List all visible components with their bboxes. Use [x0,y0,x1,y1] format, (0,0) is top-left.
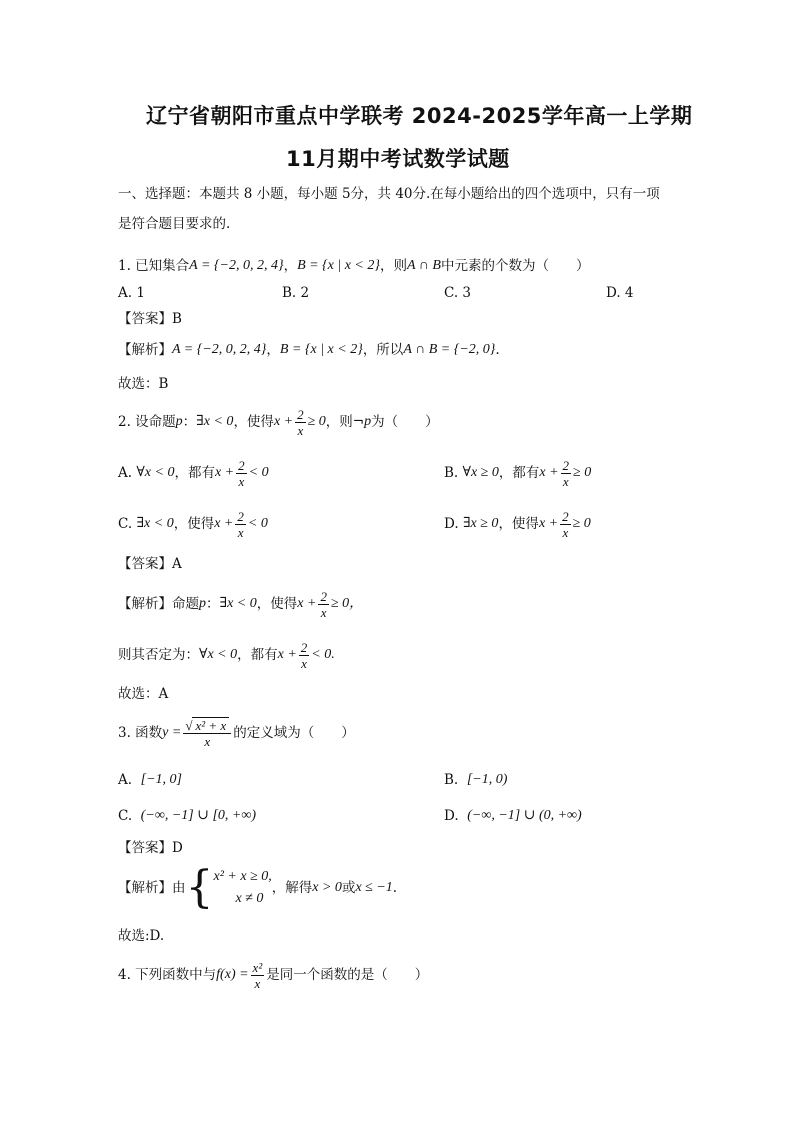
q2-neg-den: x [301,655,307,671]
q2-stem-a: 2. 设命题 [118,414,176,430]
q2-opt-b-pre: x + [539,465,559,480]
q2-conclusion: 故选：A [118,686,169,702]
q2-analysis-post: ≥ 0， [330,596,364,611]
q2-opt-c-den: x [237,524,244,540]
q1-stem-c: 中元素的个数为（ ） [440,258,590,274]
q2-opt-c-num: 2 [237,508,244,524]
q2-opt-a-post: < 0 [248,465,269,480]
q2-opt-d-pre: x + [538,516,559,531]
q3-opt-d-label: D. [444,808,459,824]
q3-opt-c-value: (−∞, −1] ∪ [0, +∞) [140,808,256,823]
q3-option-a [118,770,182,790]
q2-expr-pre: x + [273,414,294,429]
q3-analysis-c: 或 [341,880,356,896]
q1-analysis-d: ，所以 [362,342,404,358]
q2-answer: 【答案】A [118,556,182,572]
q2-opt-b-mid: ，都有 [498,465,540,481]
q4-frac-den: x [254,975,261,991]
q3-option-b [444,770,507,790]
q2-neg-pre: x + [277,647,297,662]
q2-opt-b-num: 2 [562,457,570,473]
q3-opt-a-value: [−1, 0] [140,772,182,787]
q2-neg-a: 则其否定为： [118,647,199,663]
q1-conclusion: 故选：B [118,376,169,392]
q2-negation [118,636,335,674]
q3-answer: 【答案】D [118,840,183,856]
q2-analysis-c: ，使得 [256,596,298,612]
q2-option-c [118,505,268,543]
q2-stem-b: ： [182,414,197,430]
q2-option-a [118,454,269,492]
question-1-stem [118,256,589,276]
q1-analysis-e: A ∩ B = {−2, 0} [403,342,496,357]
q2-opt-c-post: < 0 [247,516,268,531]
q1-stem-b: ，则 [379,258,407,274]
q2-opt-d-label: D. [444,516,459,532]
q3-opt-b-value: [−1, 0) [466,772,508,787]
q1-analysis-tag: 【解析】 [118,342,172,358]
q3-sys-line2: x ≠ 0 [235,891,264,906]
q2-neg-frac [299,640,310,671]
q2-opt-a-q: ∀x < 0 [136,465,175,480]
q1-answer: 【答案】B [118,311,182,327]
q2-opt-d-mid: ，使得 [498,516,539,532]
q3-frac-den: x [204,734,211,749]
q3-sol2: x ≤ −1 [355,880,393,895]
q4-stem-a: 4. 下列函数中与 [118,967,217,983]
q4-frac-num: x² [252,959,263,975]
q3-fraction [183,717,231,749]
question-3-stem [118,712,355,754]
q2-stem-c: ，使得 [233,414,274,430]
q2-exists: ∃x < 0 [196,414,234,429]
q2-opt-a-mid: ，都有 [174,465,215,481]
q3-opt-c-label: C. [118,808,133,824]
q4-stem-b: 是同一个函数的是（ ） [266,967,429,983]
question-4-stem [118,954,428,996]
q1-option-a: A. 1 [118,285,145,301]
q2-opt-d-num: 2 [562,508,569,524]
q1-analysis [118,340,500,360]
q3-stem-a: 3. 函数 [118,725,163,741]
q2-neg-q: ∀x < 0 [199,647,238,662]
q3-analysis-d: . [392,880,398,896]
section-intro-line1: 一、选择题：本题共 8 小题，每小题 5分，共 40分.在每小题给出的四个选项中，只有一项 [118,186,660,202]
q2-analysis-frac [318,589,329,620]
q2-frac-num: 2 [297,406,304,422]
q3-analysis-a: 由 [172,880,186,896]
q2-opt-b-q: ∀x ≥ 0 [462,465,499,480]
q3-radicand: x² + x [192,717,229,733]
q2-opt-c-q: ∃x < 0 [136,516,174,531]
page-title-line1: 辽宁省朝阳市重点中学联考 2024-2025学年高一上学期 [146,104,693,128]
q3-sys-line1: x² + x ≥ 0, [213,869,272,884]
q2-option-b [444,454,591,492]
q2-opt-b-frac [561,458,572,489]
q2-opt-d-q: ∃x ≥ 0 [462,516,499,531]
q3-system-brace: { [185,862,214,913]
q2-opt-a-num: 2 [238,457,245,473]
q2-opt-b-post: ≥ 0 [573,465,592,480]
q2-analysis-b: ： [206,596,220,612]
q3-frac-num: √ x² + x [183,717,231,734]
q3-conclusion: 故选:D. [118,928,165,944]
q3-opt-b-label: B. [444,772,459,788]
q1-option-b: B. 2 [282,285,310,301]
q2-opt-a-label: A. [118,465,133,481]
q2-analysis-tag: 【解析】 [118,596,172,612]
q2-neg-mid: ，都有 [237,647,278,663]
q1-sep: ， [283,258,298,274]
q2-analysis-a: 命题 [172,596,199,612]
q3-option-c [118,806,256,826]
q1-analysis-f: . [495,342,500,358]
q2-stem-e: 为（ ） [371,414,439,430]
q3-opt-a-label: A. [118,772,133,788]
q2-fraction [295,407,306,438]
q1-option-d: D. 4 [606,285,634,301]
q2-opt-c-label: C. [118,516,133,532]
q3-stem-b: 的定义域为（ ） [233,725,355,741]
q2-analysis-p: p [199,596,206,611]
q3-system [214,866,272,910]
question-2-stem [118,403,439,441]
q2-opt-d-frac [560,509,571,540]
q3-option-d [444,806,582,826]
q2-analysis [118,585,363,623]
q2-neg-num: 2 [300,639,308,655]
q4-f: f(x) = [216,967,249,982]
q2-opt-c-pre: x + [214,516,234,531]
q1-set-b: B = {x | x < 2} [297,258,380,273]
q2-opt-d-post: ≥ 0 [572,516,591,531]
q2-opt-a-frac [236,458,247,489]
q3-opt-d-value: (−∞, −1] ∪ (0, +∞) [467,808,582,823]
q3-sol1: x > 0 [312,880,342,895]
q2-neg-post: < 0. [311,647,335,662]
q1-stem-a: 1. 已知集合 [118,258,190,274]
q2-opt-b-den: x [562,473,569,489]
q2-opt-b-label: B. [444,465,459,481]
q1-set-a: A = {−2, 0, 2, 4} [189,258,284,273]
q2-analysis-den: x [320,604,327,620]
q2-expr-post: ≥ 0 [307,414,326,429]
q2-opt-c-frac [235,509,246,540]
q2-analysis-num: 2 [320,588,327,604]
q2-opt-d-den: x [562,524,569,540]
q2-opt-a-den: x [238,473,245,489]
q1-analysis-c: B = {x | x < 2} [279,342,363,357]
q3-analysis-tag: 【解析】 [118,880,172,896]
q2-opt-a-pre: x + [214,465,235,480]
q3-y: y = [162,725,182,740]
q2-opt-c-mid: ，使得 [173,516,215,532]
q1-analysis-b: ， [266,342,280,358]
q1-analysis-a: A = {−2, 0, 2, 4} [172,342,267,357]
q2-analysis-pre: x + [297,596,317,611]
q2-analysis-exists: ∃x < 0 [219,596,257,611]
q1-option-c: C. 3 [444,285,472,301]
section-intro-line2: 是符合题目要求的. [118,216,231,232]
q2-p: p [175,414,183,429]
q3-analysis-b: ，解得 [271,880,313,896]
q3-analysis [118,864,397,912]
page-title-line2: 11月期中考试数学试题 [286,147,510,171]
q2-p-neg: p [364,414,372,429]
q2-option-d [444,505,591,543]
q4-fraction [251,960,265,991]
q2-frac-den: x [297,422,304,438]
q1-intersection: A ∩ B [406,258,441,273]
q2-stem-d: ，则¬ [325,414,365,430]
